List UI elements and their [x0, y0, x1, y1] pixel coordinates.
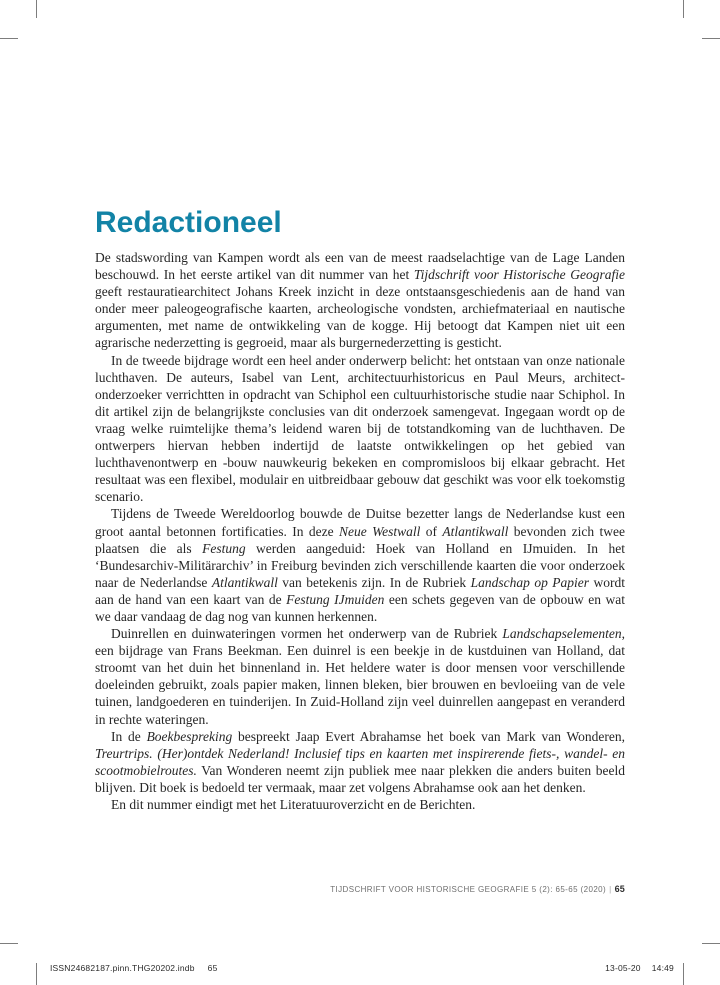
crop-mark-bottom-right-vertical: [683, 963, 684, 985]
crop-mark-bottom-left-horizontal: [0, 943, 18, 944]
running-footer: [330, 884, 625, 894]
paragraph: In de Boekbespreking bespreekt Jaap Evert Abrahamse het boek van Mark van Wonderen, Treurtrips. (Her)ontdek Nederland! Inclusief tips en kaarten met inspirerende fiets-, wandel- en scootmobielroutes. Van Wonderen neemt zijn publiek mee naar plekken die anders buiten beeld blijven. Dit boek is bedoeld ter vermaak, maar zet volgens Abrahamse ook aan het denken.: [95, 728, 625, 795]
paragraph: En dit nummer eindigt met het Literatuuroverzicht en de Berichten.: [111, 797, 476, 812]
paragraph: Duinrellen en duinwateringen vormen het onderwerp van de Rubriek Landschapselementen, een bijdrage van Frans Beekman. Een duinrel is een beekje in de kustduinen van Holland, dat stroomt van het duin het binnenland in. Het heldere water is door mensen voor verschillende doeleinden gebruikt, zoals papier maken, linnen bleken, bier brouwen en bevloeiing van de vele tuinen, landgoederen en tuinderijen. In Zuid-Holland zijn veel duinrellen aangepast en veranderd in rechte wateringen.: [95, 626, 625, 727]
print-file-label: ISSN24682187.pinn.THG20202.indb: [50, 963, 195, 973]
print-job-strip: [50, 963, 674, 973]
footer-separator: |: [609, 885, 612, 894]
article-body: [95, 249, 625, 813]
crop-mark-top-left-vertical: [36, 0, 37, 18]
crop-mark-top-right-horizontal: [702, 38, 720, 39]
crop-mark-bottom-left-vertical: [36, 963, 37, 985]
footer-page-number: 65: [614, 884, 625, 894]
crop-mark-bottom-right-horizontal: [702, 943, 720, 944]
print-date: 13-05-20: [605, 963, 641, 973]
paragraph: De stadswording van Kampen wordt als een van de meest raadselachtige van de Lage Landen beschouwd. In het eerste artikel van dit nummer van het Tijdschrift voor Historische Geografie geeft restauratiearchitect Johans Kreek inzicht in deze ontstaansgeschiedenis aan de hand van onder meer paleogeografische kaarten, archeologische vondsten, archiefmateriaal en nautische argumenten, met name de ontwikkeling van de kogge. Hij betoogt dat Kampen niet uit een agrarische nederzetting is gegroeid, maar als burgernederzetting is gesticht.: [95, 250, 626, 351]
page-title: Redactioneel: [95, 206, 282, 240]
paragraph: In de tweede bijdrage wordt een heel ander onderwerp belicht: het ontstaan van onze nationale luchthaven. De auteurs, Isabel van Lent, architectuurhistoricus en Paul Meurs, architect-onderzoeker verrichtten in opdracht van Schiphol een cultuurhistorische studie naar Schiphol. In dit artikel zijn de belangrijkste conclusies van dit onderzoek samengevat. Ingegaan wordt op de vraag welke ruimtelijke thema’s leidend waren bij de totstandkoming van de luchthaven. De ontwerpers hiervan hebben indertijd de laatste ontwikkelingen op het gebied van luchthavenontwerp en -bouw nauwkeurig bekeken en compromisloos bij elkaar gebracht. Het resultaat was een flexibel, modulair en uitbreidbaar gebouw dat geschikt was voor elk toekomstig scenario.: [95, 352, 625, 505]
print-datetime: [605, 963, 674, 973]
print-file-info: [50, 963, 218, 973]
footer-journal-line: TIJDSCHRIFT VOOR HISTORISCHE GEOGRAFIE 5 (2): 65-65 (2020): [330, 885, 607, 894]
crop-mark-top-left-horizontal: [0, 38, 18, 39]
paragraph: Tijdens de Tweede Wereldoorlog bouwde de Duitse bezetter langs de Nederlandse kust een groot aantal betonnen fortificaties. In deze Neue Westwall of Atlantikwall bevonden zich twee plaatsen die als Festung werden aangeduid: Hoek van Holland en IJmuiden. In het ‘Bundesarchiv-Militärarchiv’ in Freiburg bevinden zich verschillende kaarten die voor onderzoek naar de Nederlandse Atlantikwall van betekenis zijn. In de Rubriek Landschap op Papier wordt aan de hand van een kaart van de Festung IJmuiden een schets gegeven van de opbouw en wat we daar vandaag de dag nog van kunnen herkennen.: [95, 506, 626, 624]
print-time: 14:49: [651, 963, 674, 973]
print-file-page: 65: [207, 963, 218, 973]
crop-mark-top-right-vertical: [683, 0, 684, 18]
